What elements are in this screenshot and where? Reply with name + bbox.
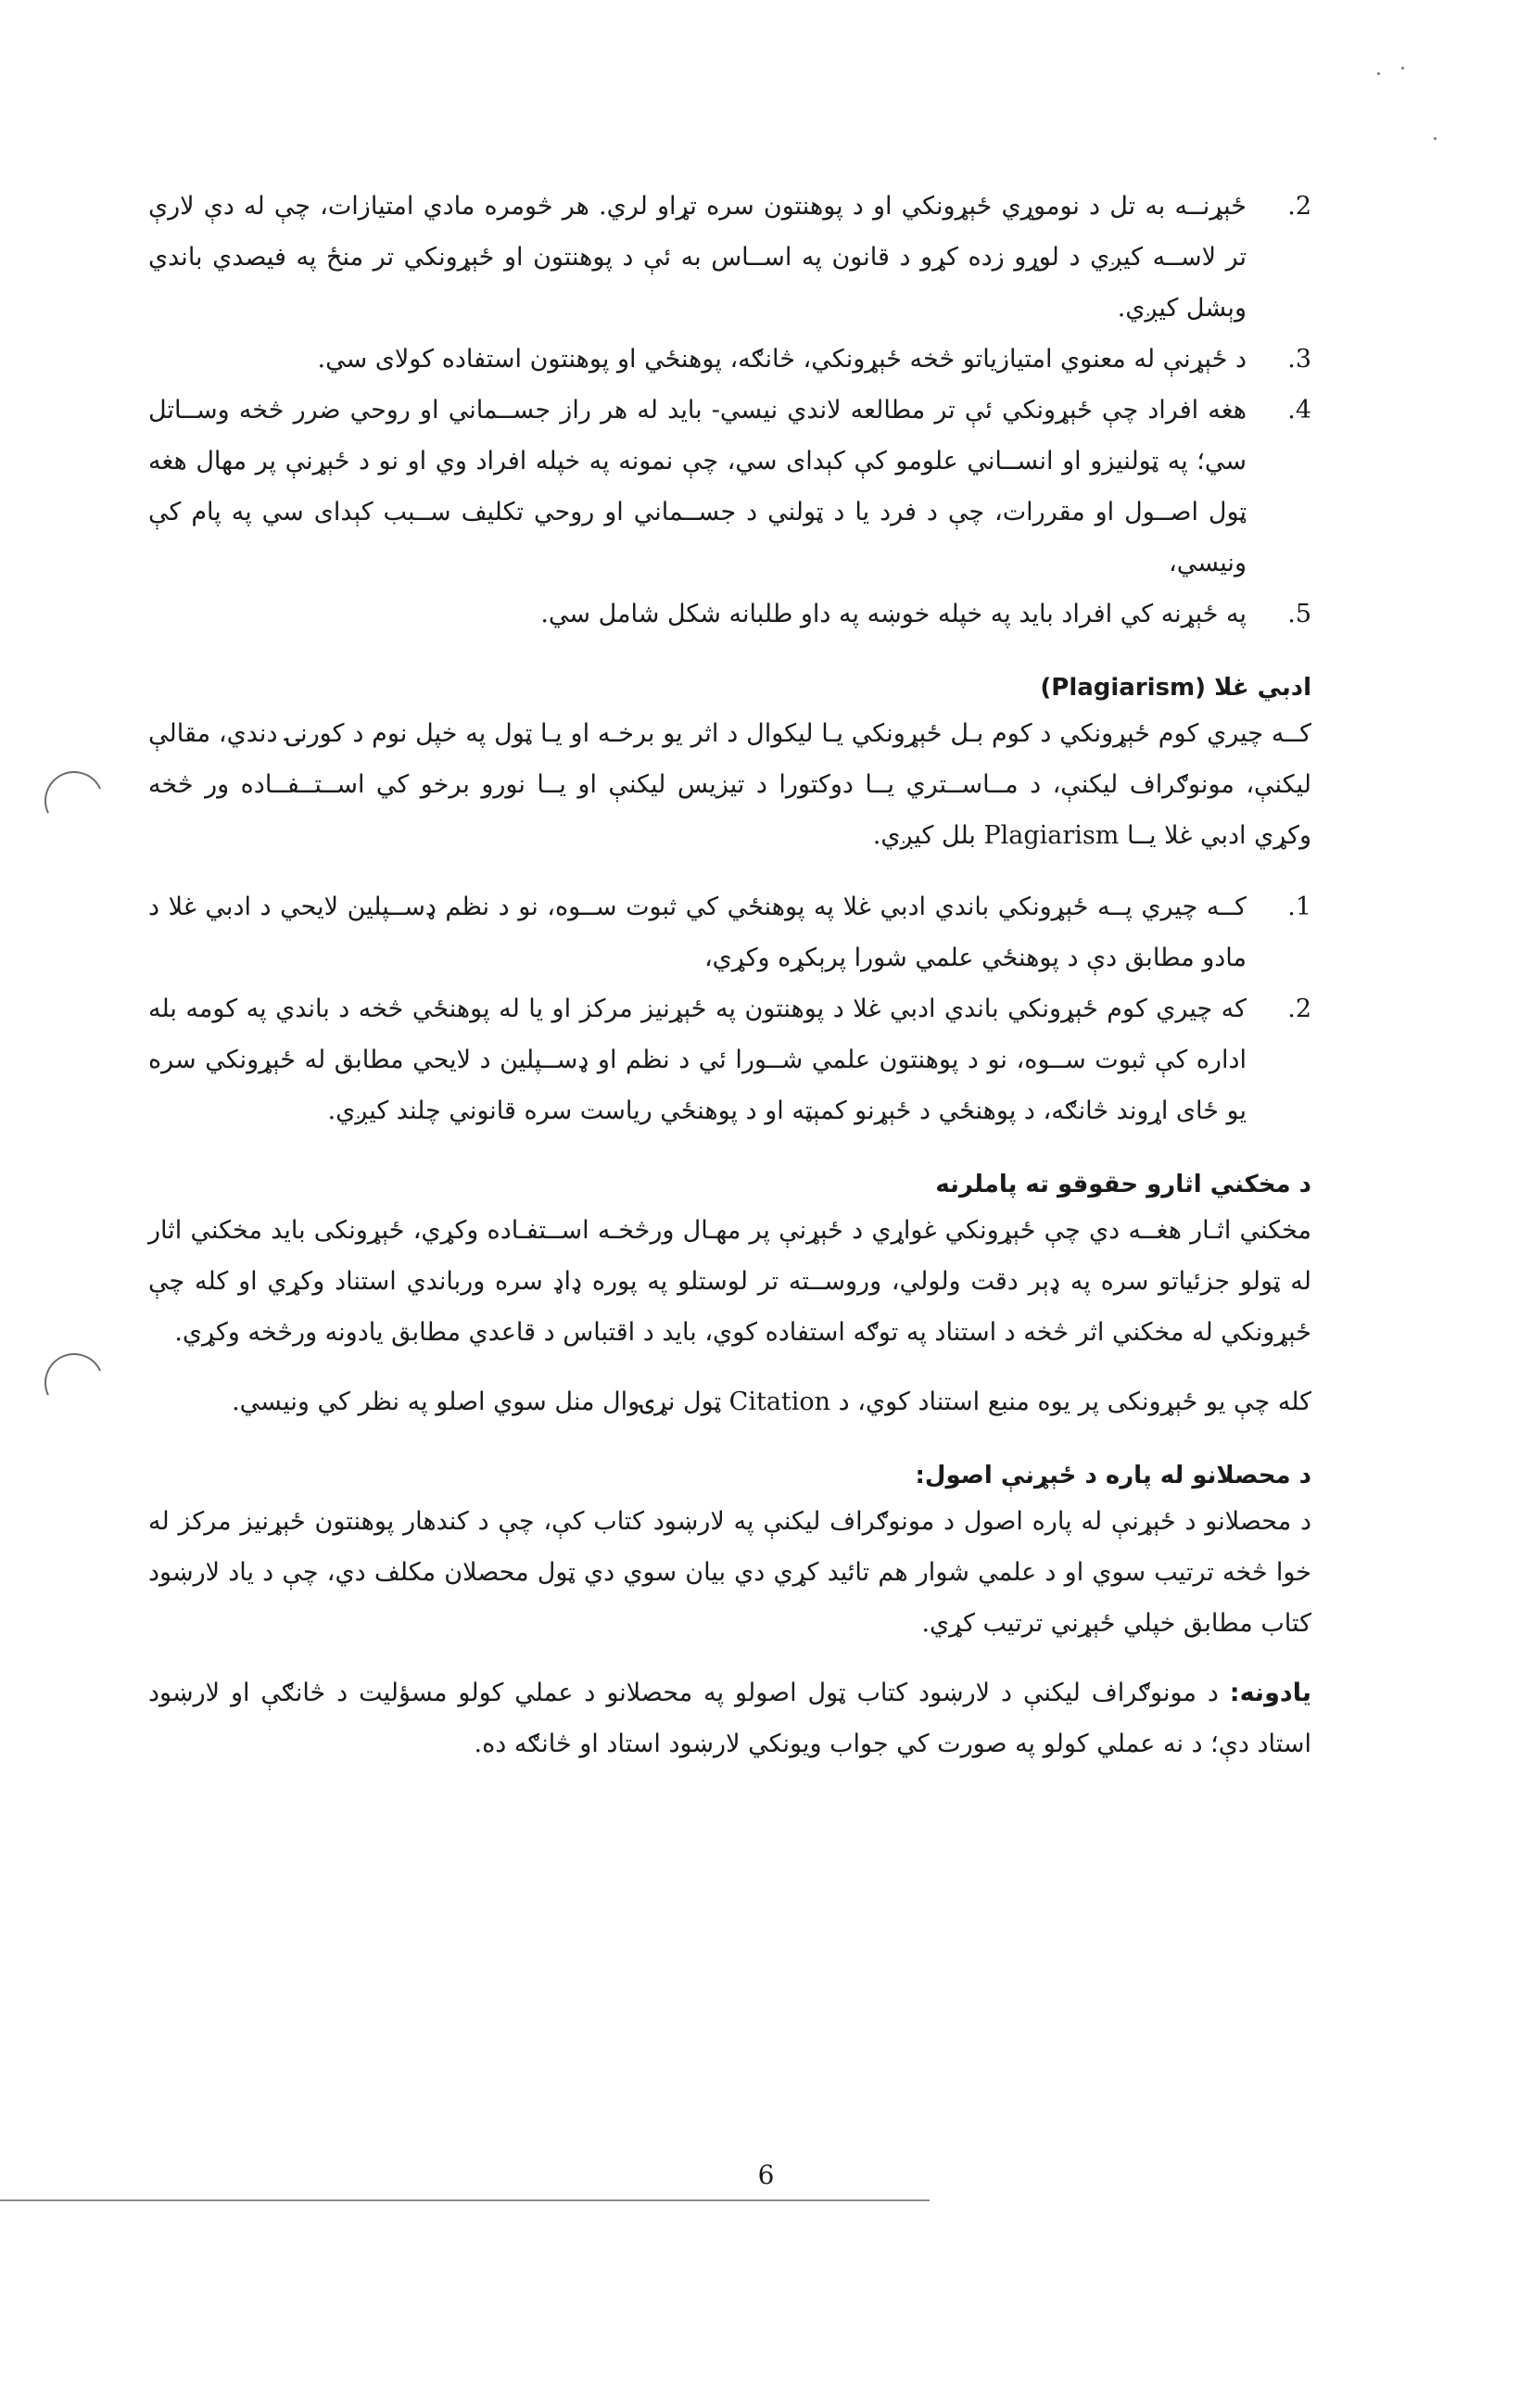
list-item — [148, 881, 1311, 983]
scan-speck — [1434, 137, 1437, 140]
prior-works-paragraph: مخکني اثـار هغــه دي چې ځېړونکي غواړي د ځېړنې پر مهـال ورڅخـه اســتفـاده وکړي، ځېړونکی بايد مخکني اثار له ټولو جزئياتو سره په ډېر دقت ولولي، وروســته تر لوستلو په پوره ډاډ سره ورباندي استناد وکړي او کله چې ځېړونکي له مخکني اثر څخه د استناد په توګه استفاده کوي، بايد د اقتباس د قاعدي مطابق يادونه ورڅخه وکړي. — [148, 1216, 1311, 1347]
citation-paragraph: کله چې يو ځېړونکی پر يوه منبع استناد کوي، د Citation ټول نړۍوال منل سوي اصلو په نظر کي ونيسي. — [232, 1388, 1311, 1416]
page-number: 6 — [757, 2160, 775, 2190]
list-item-number: 5. — [1287, 600, 1311, 628]
plagiarism-paragraph: کــه چيري کوم ځېړونکي د کوم بـل ځېړونکي يـا ليکوال د اثر يو برخـه او يـا ټول په خپل نوم د کورنۍ دندي، مقالې ليکنې، مونوګراف ليکنې، د مــاســتري يــا دوکتورا د تيزيس ليکنې او يــا نورو برخو کي اســتــفــاده ور څخه وکړي ادبي غلا يــا Plagiarism بلل کيږي. — [148, 719, 1311, 850]
list-item-text: هغه افراد چې ځېړونکي ئې تر مطالعه لاندي نيسي- بايد له هر راز جســماني او روحي ضرر څخه وســاتل سي؛ په ټولنيزو او انســاني علومو کې کېداى سي، چې نمونه په خپله افراد وي او نو د ځېړنې پر مهال هغه ټول اصــول او مقررات، چې د فرد يا د ټولني د جســماني او روحي تکليف ســبب کېداى سي په پام کې ونيسي، — [148, 396, 1247, 577]
list-item-number: 2. — [1287, 192, 1311, 221]
list-item — [148, 983, 1311, 1136]
list-item — [148, 181, 1311, 334]
plagiarism-heading-english: (Plagiarism) — [1040, 674, 1207, 702]
list-item-text: کــه چيري پــه ځېړونکي باندي ادبي غلا په پوهنځي کي ثبوت ســوه، نو د نظم ډســپلين لايحي د ادبي غلا د مادو مطابق دې د پوهنځي علمي شورا پرېکړه وکړي، — [148, 893, 1247, 972]
list-item-text: په ځېړنه کي افراد بايد په خپله خوښه په داو طلبانه شکل شامل سي. — [540, 600, 1247, 628]
list-item-number: 1. — [1287, 893, 1311, 921]
plagiarism-heading-pashto: ادبي غلا — [1214, 674, 1311, 702]
prior-works-heading: د مخکني اثارو حقوقو ته پاملرنه — [935, 1171, 1311, 1198]
scan-speck — [1377, 72, 1380, 75]
note-text: د مونوګراف ليکنې د لارښود کتاب ټول اصولو په محصلانو د عملي کولو مسؤليت د څانګې او لارښود استاد دې؛ د نه عملي کولو په صورت کي جواب ويونکي لارښود استاد او څانګه ده. — [148, 1679, 1311, 1758]
scan-speck — [1401, 67, 1404, 70]
punch-hole-mark — [36, 763, 112, 839]
list-item-text: ځېړنــه به تل د نوموړي ځېړونکي او د پوهنتون سره تړاو لري. هر څومره مادي امتيازات، چې له دې لارې تر لاســه کيږي د لوړو زده کړو د قانون په اســاس به ئې د پوهنتون او ځېړونکي تر منځ په فيصدي باندي وېشل کيږي. — [148, 192, 1247, 323]
document-body — [148, 181, 1311, 1769]
footer-rule — [0, 2199, 930, 2201]
student-research-paragraph: د محصلانو د ځېړنې له پاره اصول د مونوګراف ليکنې په لارښود کتاب کې، چې د کندهار پوهنتون ځېړنيز مرکز له خوا څخه ترتيب سوي او د علمي شوار هم تائيد کړي دي بيان سوي دي ټول محصلان مکلف دي، چې د ياد لارښود کتاب مطابق خپلي ځېړني ترتيب کړي. — [148, 1507, 1311, 1638]
list-item-text: که چيري کوم ځېړونکي باندي ادبي غلا د پوهنتون په ځېړنيز مرکز او يا له پوهنځي څخه د باندي په کومه بله اداره کې ثبوت ســوه، نو د پوهنتون علمي شــورا ئي د نظم او ډســپلين د لايحي مطابق له ځېړونکي سره يو ځاى اړوند څانګه، د پوهنځي د ځېړنو کمېټه او د پوهنځي رياست سره قانوني چلند کيږي. — [148, 995, 1247, 1125]
list-item-number: 3. — [1287, 345, 1311, 374]
punch-hole-mark — [36, 1345, 112, 1421]
list-item-number: 4. — [1287, 396, 1311, 425]
plagiarism-list — [148, 881, 1311, 1136]
plagiarism-heading — [148, 667, 1311, 708]
note-label: يادونه: — [1229, 1679, 1311, 1707]
list-item — [148, 385, 1311, 589]
note-paragraph — [148, 1667, 1311, 1769]
list-item — [148, 589, 1311, 640]
research-ownership-list — [148, 181, 1311, 640]
list-item — [148, 334, 1311, 385]
student-research-heading: د محصلانو له پاره د ځېړنې اصول: — [915, 1462, 1311, 1489]
list-item-text: د ځېړنې له معنوي امتيازياتو څخه ځېړونکي، څانګه، پوهنځي او پوهنتون استفاده کولای سي. — [317, 345, 1247, 374]
list-item-number: 2. — [1287, 995, 1311, 1023]
